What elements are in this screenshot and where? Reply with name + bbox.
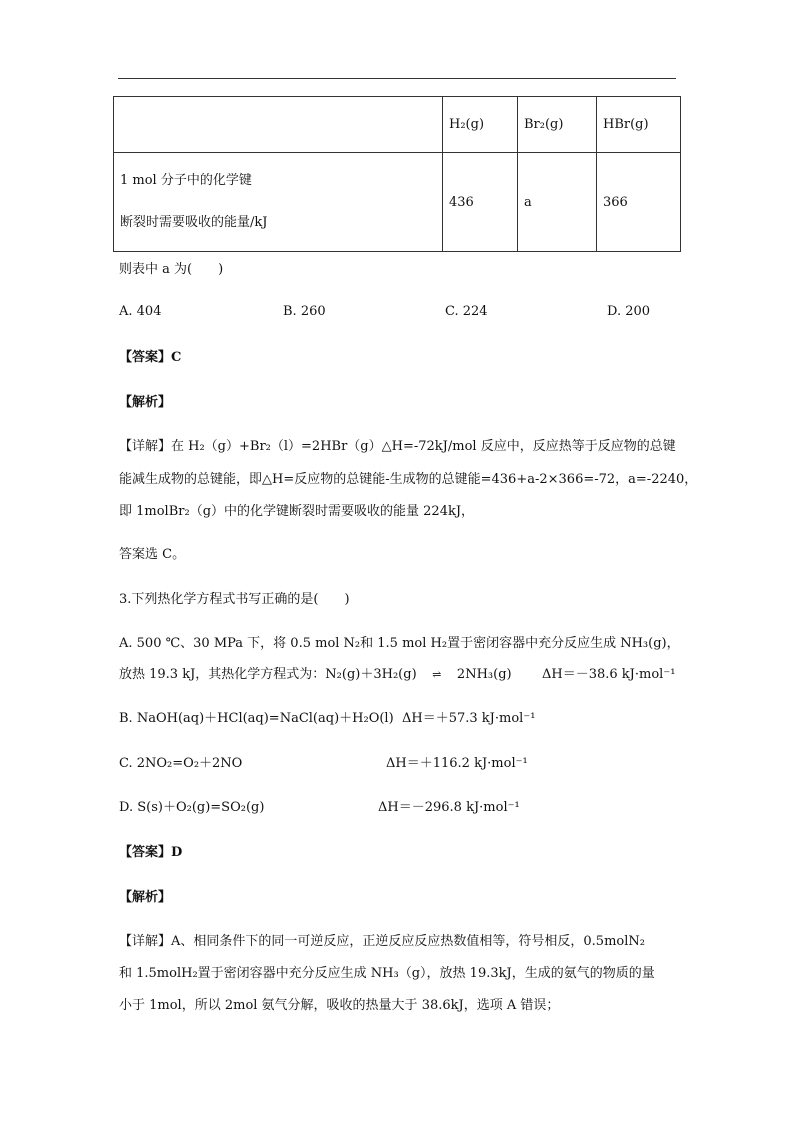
- table-header-empty: [114, 97, 443, 153]
- equilibrium-arrow-icon: ⇌: [432, 668, 442, 681]
- q3-option-d-dh: ΔH＝－296.8 kJ·mol⁻¹: [378, 800, 520, 815]
- q3-detail-line3: 小于 1mol，所以 2mol 氨气分解，吸收的热量大于 38.6kJ，选项 A 错误；: [119, 998, 560, 1013]
- choice-a: A. 404: [119, 304, 162, 319]
- table-header-row: [114, 97, 681, 153]
- q3-option-a-reactants: 放热 19.3 kJ，其热化学方程式为：N₂(g)＋3H₂(g): [119, 667, 417, 682]
- q3-analysis-title: 【解析】: [119, 890, 172, 905]
- q3-option-a-line1: A. 500 ℃、30 MPa 下，将 0.5 mol N₂和 1.5 mol H₂置于密闭容器中充分反应生成 NH₃(g)，: [119, 636, 680, 651]
- q3-option-b: B. NaOH(aq)＋HCl(aq)=NaCl(aq)＋H₂O(l): [119, 711, 394, 726]
- q3-option-a-products: 2NH₃(g): [456, 667, 512, 682]
- q3-option-d: D. S(s)＋O₂(g)=SO₂(g): [119, 800, 265, 815]
- choice-d: D. 200: [607, 304, 651, 319]
- q2-prompt: 则表中 a 为( ): [119, 262, 224, 277]
- q3-option-c: C. 2NO₂=O₂＋2NO: [119, 756, 243, 771]
- header-rule: [118, 78, 676, 79]
- q3-option-b-dh: ΔH＝＋57.3 kJ·mol⁻¹: [402, 711, 536, 726]
- q3-option-a-line2: [119, 665, 512, 685]
- q3-option-c-dh: ΔH＝＋116.2 kJ·mol⁻¹: [386, 756, 528, 771]
- bond-energy-table: [113, 96, 681, 252]
- q2-analysis-title: 【解析】: [119, 395, 172, 410]
- q3-detail-line2: 和 1.5molH₂置于密闭容器中充分反应生成 NH₃（g），放热 19.3kJ，生成的氨气的物质的量: [119, 966, 655, 981]
- q3-prompt: 3.下列热化学方程式书写正确的是( ): [119, 592, 350, 607]
- q3-detail-line1: 【详解】A、相同条件下的同一可逆反应，正逆反应反应热数值相等，符号相反，0.5molN₂: [119, 934, 645, 949]
- q2-detail-line3: 即 1molBr₂（g）中的化学键断裂时需要吸收的能量 224kJ，: [119, 504, 475, 519]
- table-header-h2: H₂(g): [443, 97, 518, 153]
- choice-b: B. 260: [283, 304, 326, 319]
- q3-option-a-dh: ΔH＝－38.6 kJ·mol⁻¹: [542, 667, 676, 682]
- q2-detail-line1: 【详解】在 H₂（g）+Br₂（l）=2HBr（g）△H=-72kJ/mol 反应中，反应热等于反应物的总键: [119, 439, 676, 454]
- q2-conclusion: 答案选 C。: [119, 547, 186, 562]
- value-h2: 436: [443, 153, 518, 252]
- row-label-line2: 断裂时需要吸收的能量/kJ: [120, 215, 268, 230]
- table-header-br2: Br₂(g): [518, 97, 597, 153]
- table-header-hbr: HBr(g): [597, 97, 681, 153]
- q2-answer: 【答案】C: [119, 350, 182, 365]
- table-row: [114, 153, 681, 252]
- value-hbr: 366: [597, 153, 681, 252]
- row-label-line1: 1 mol 分子中的化学键: [120, 173, 252, 188]
- choice-c: C. 224: [445, 304, 488, 319]
- q2-detail-line2: 能减生成物的总键能，即△H=反应物的总键能-生成物的总键能=436+a-2×366=-72，a=-2240，: [119, 472, 698, 487]
- value-br2: a: [518, 153, 597, 252]
- q3-answer: 【答案】D: [119, 845, 183, 860]
- table-row-label: [114, 153, 443, 252]
